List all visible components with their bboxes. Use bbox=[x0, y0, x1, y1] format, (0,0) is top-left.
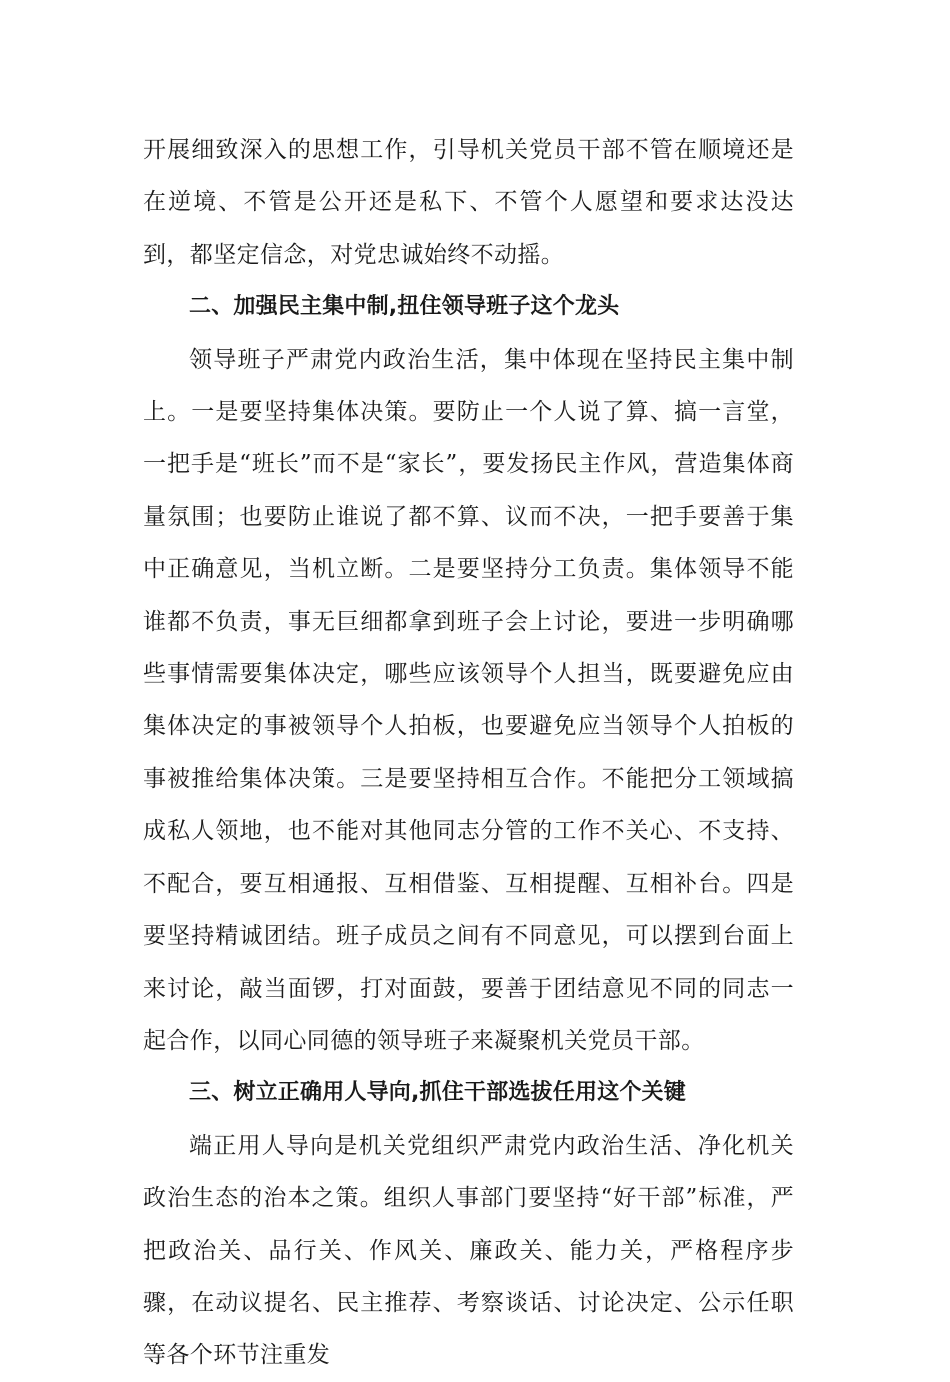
paragraph-continued: 开展细致深入的思想工作，引导机关党员干部不管在顺境还是在逆境、不管是公开还是私下、不管个人愿望和要求达没达到，都坚定信念，对党忠诚始终不动摇。 bbox=[143, 137, 794, 268]
paragraph-section-2: 领导班子严肃党内政治生活，集中体现在坚持民主集中制上。一是要坚持集体决策。要防止一个人说了算、搞一言堂，一把手是“班长”而不是“家长”，要发扬民主作风，营造集体商量氛围；也要防止谁说了都不算、议而不决，一把手要善于集中正确意见，当机立断。二是要坚持分工负责。集体领导不能谁都不负责，事无巨细都拿到班子会上讨论，要进一步明确哪些事情需要集体决定，哪些应该领导个人担当，既要避免应由集体决定的事被领导个人拍板，也要避免应当领导个人拍板的事被推给集体决策。三是要坚持相互合作。不能把分工领域搞成私人领地，也不能对其他同志分管的工作不关心、不支持、不配合，要互相通报、互相借鉴、互相提醒、互相补台。四是要坚持精诚团结。班子成员之间有不同意见，可以摆到台面上来讨论，敲当面锣，打对面鼓，要善于团结意见不同的同志一起合作，以同心同德的领导班子来凝聚机关党员干部。 bbox=[143, 346, 794, 1054]
document-body bbox=[143, 124, 794, 1382]
section-heading-2: 二、加强民主集中制,扭住领导班子这个龙头 bbox=[189, 294, 620, 320]
paragraph-section-3: 端正用人导向是机关党组织严肃党内政治生活、净化机关政治生态的治本之策。组织人事部门要坚持“好干部”标准，严把政治关、品行关、作风关、廉政关、能力关，严格程序步骤，在动议提名、民主推荐、考察谈话、讨论决定、公示任职等各个环节注重发 bbox=[143, 1132, 794, 1369]
section-heading-3: 三、树立正确用人导向,抓住干部选拔任用这个关键 bbox=[189, 1080, 686, 1106]
